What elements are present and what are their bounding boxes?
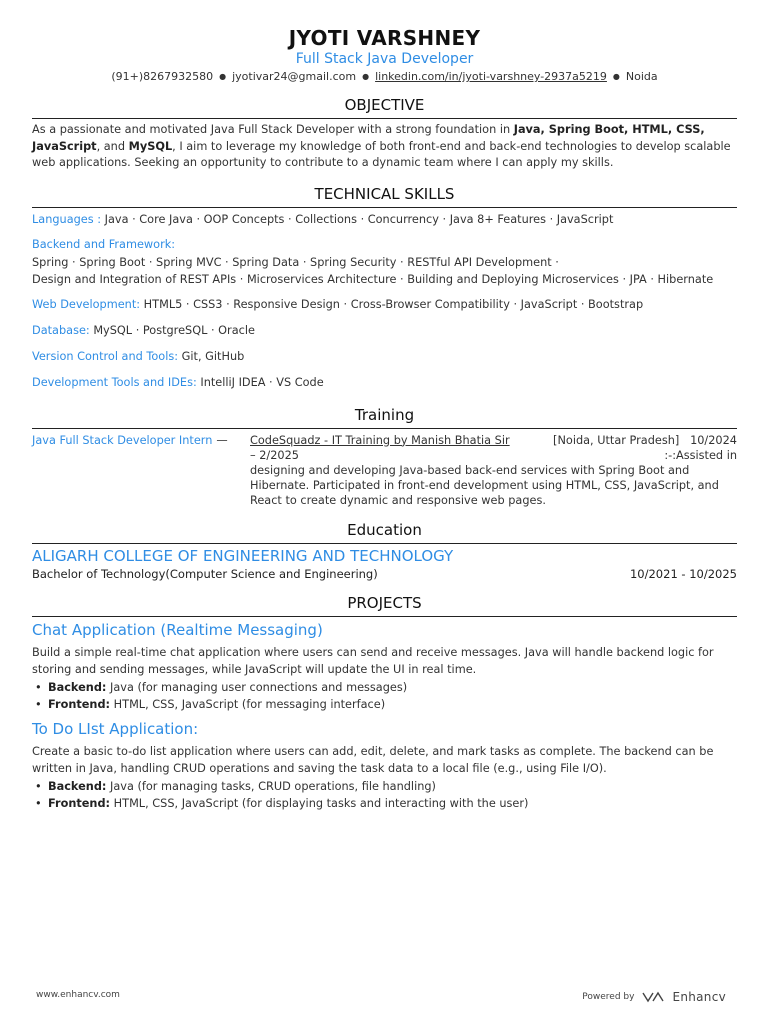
- location: Noida: [625, 70, 658, 83]
- separator-dot: ●: [612, 72, 620, 81]
- training-lead: :-:Assisted in: [664, 448, 737, 462]
- enhancv-logo-icon: [640, 991, 666, 1003]
- education-heading: Education: [32, 520, 737, 544]
- education-dates: 10/2021 - 10/2025: [629, 566, 737, 581]
- training-company[interactable]: CodeSquadz - IT Training by Manish Bhatia Sir: [250, 433, 510, 447]
- skills-database: Database: MySQL · PostgreSQL · Oracle: [32, 323, 255, 337]
- objective-text: As a passionate and motivated Java Full Stack Developer with a strong foundation in Java, Spring Boot, HTML, CSS, JavaScript, and MySQL, I aim to leverage my knowledge of both front-end and back-end technologies to develop scalable web applications. Seeking an opportunity to contribute to a dynamic team where I can apply my skills.: [32, 123, 731, 169]
- footer: [36, 990, 726, 1004]
- powered-by-text: Powered by: [582, 992, 635, 1002]
- training-heading: Training: [32, 405, 737, 429]
- degree: Bachelor of Technology(Computer Science and Engineering): [32, 566, 378, 581]
- email[interactable]: jyotivar24@gmail.com: [232, 70, 357, 83]
- linkedin-link[interactable]: linkedin.com/in/jyoti-varshney-2937a5219: [375, 70, 607, 83]
- skills-backend-line-1: Spring · Spring Boot · Spring MVC · Spring Data · Spring Security · RESTful API Development ·: [32, 255, 559, 269]
- project-title: Chat Application (Realtime Messaging): [32, 620, 323, 639]
- training-entry: [32, 433, 737, 508]
- candidate-name: JYOTI VARSHNEY: [288, 26, 481, 50]
- project-description: Create a basic to-do list application where users can add, edit, delete, and mark tasks as complete. The backend can be written in Java, handling CRUD operations and saving the task data to a local file (e.g., using File I/O).: [32, 744, 714, 775]
- skills-heading: TECHNICAL SKILLS: [32, 184, 737, 208]
- projects-heading: PROJECTS: [32, 593, 737, 617]
- brand-name: Enhancv: [672, 990, 726, 1004]
- phone: (91+)8267932580: [111, 70, 214, 83]
- skills-version-control: Version Control and Tools: Git, GitHub: [32, 349, 245, 363]
- skills-web: Web Development: HTML5 · CSS3 · Responsive Design · Cross-Browser Compatibility · JavaScript · Bootstrap: [32, 297, 644, 311]
- degree-row: [32, 566, 737, 582]
- training-end-date: – 2/2025: [250, 448, 299, 462]
- contact-line: [32, 69, 737, 85]
- training-position: Java Full Stack Developer Intern —: [32, 433, 228, 447]
- skills-languages: Languages : Java · Core Java · OOP Concepts · Collections · Concurrency · Java 8+ Features · JavaScript: [32, 212, 614, 226]
- list-item: • Frontend: HTML, CSS, JavaScript (for messaging interface): [32, 696, 737, 714]
- list-item: • Backend: Java (for managing tasks, CRUD operations, file handling): [32, 778, 737, 796]
- objective-heading: OBJECTIVE: [32, 95, 737, 119]
- project-title: To Do LIst Application:: [32, 719, 199, 738]
- separator-dot: ●: [362, 72, 370, 81]
- resume-page: [32, 26, 737, 813]
- training-description: designing and developing Java-based back-end services with Spring Boot and Hibernate. Participated in front-end development using HTML, CSS, JavaScript, and React to create dynamic and responsive web pages.: [250, 463, 719, 507]
- candidate-role: Full Stack Java Developer: [295, 51, 474, 67]
- training-location-dates: [Noida, Uttar Pradesh] 10/2024: [553, 433, 737, 447]
- footer-brand: [582, 990, 726, 1004]
- project-bullets: [32, 778, 737, 813]
- list-item: • Backend: Java (for managing user connections and messages): [32, 679, 737, 697]
- skills-backend-label: Backend and Framework:: [32, 237, 176, 251]
- college-name: ALIGARH COLLEGE OF ENGINEERING AND TECHNOLOGY: [32, 546, 454, 565]
- training-details: [250, 433, 737, 508]
- footer-website[interactable]: www.enhancv.com: [36, 990, 120, 1000]
- project-bullets: [32, 679, 737, 714]
- separator-dot: ●: [219, 72, 227, 81]
- project-description: Build a simple real-time chat application where users can send and receive messages. Java will handle backend logic for storing and sending messages, while JavaScript will update the UI in real time.: [32, 645, 714, 676]
- skills-tools: Development Tools and IDEs: IntelliJ IDEA · VS Code: [32, 375, 324, 389]
- list-item: • Frontend: HTML, CSS, JavaScript (for displaying tasks and interacting with the user): [32, 795, 737, 813]
- skills-backend-line-2: Design and Integration of REST APIs · Microservices Architecture · Building and Deploying Microservices · JPA · Hibernate: [32, 272, 714, 286]
